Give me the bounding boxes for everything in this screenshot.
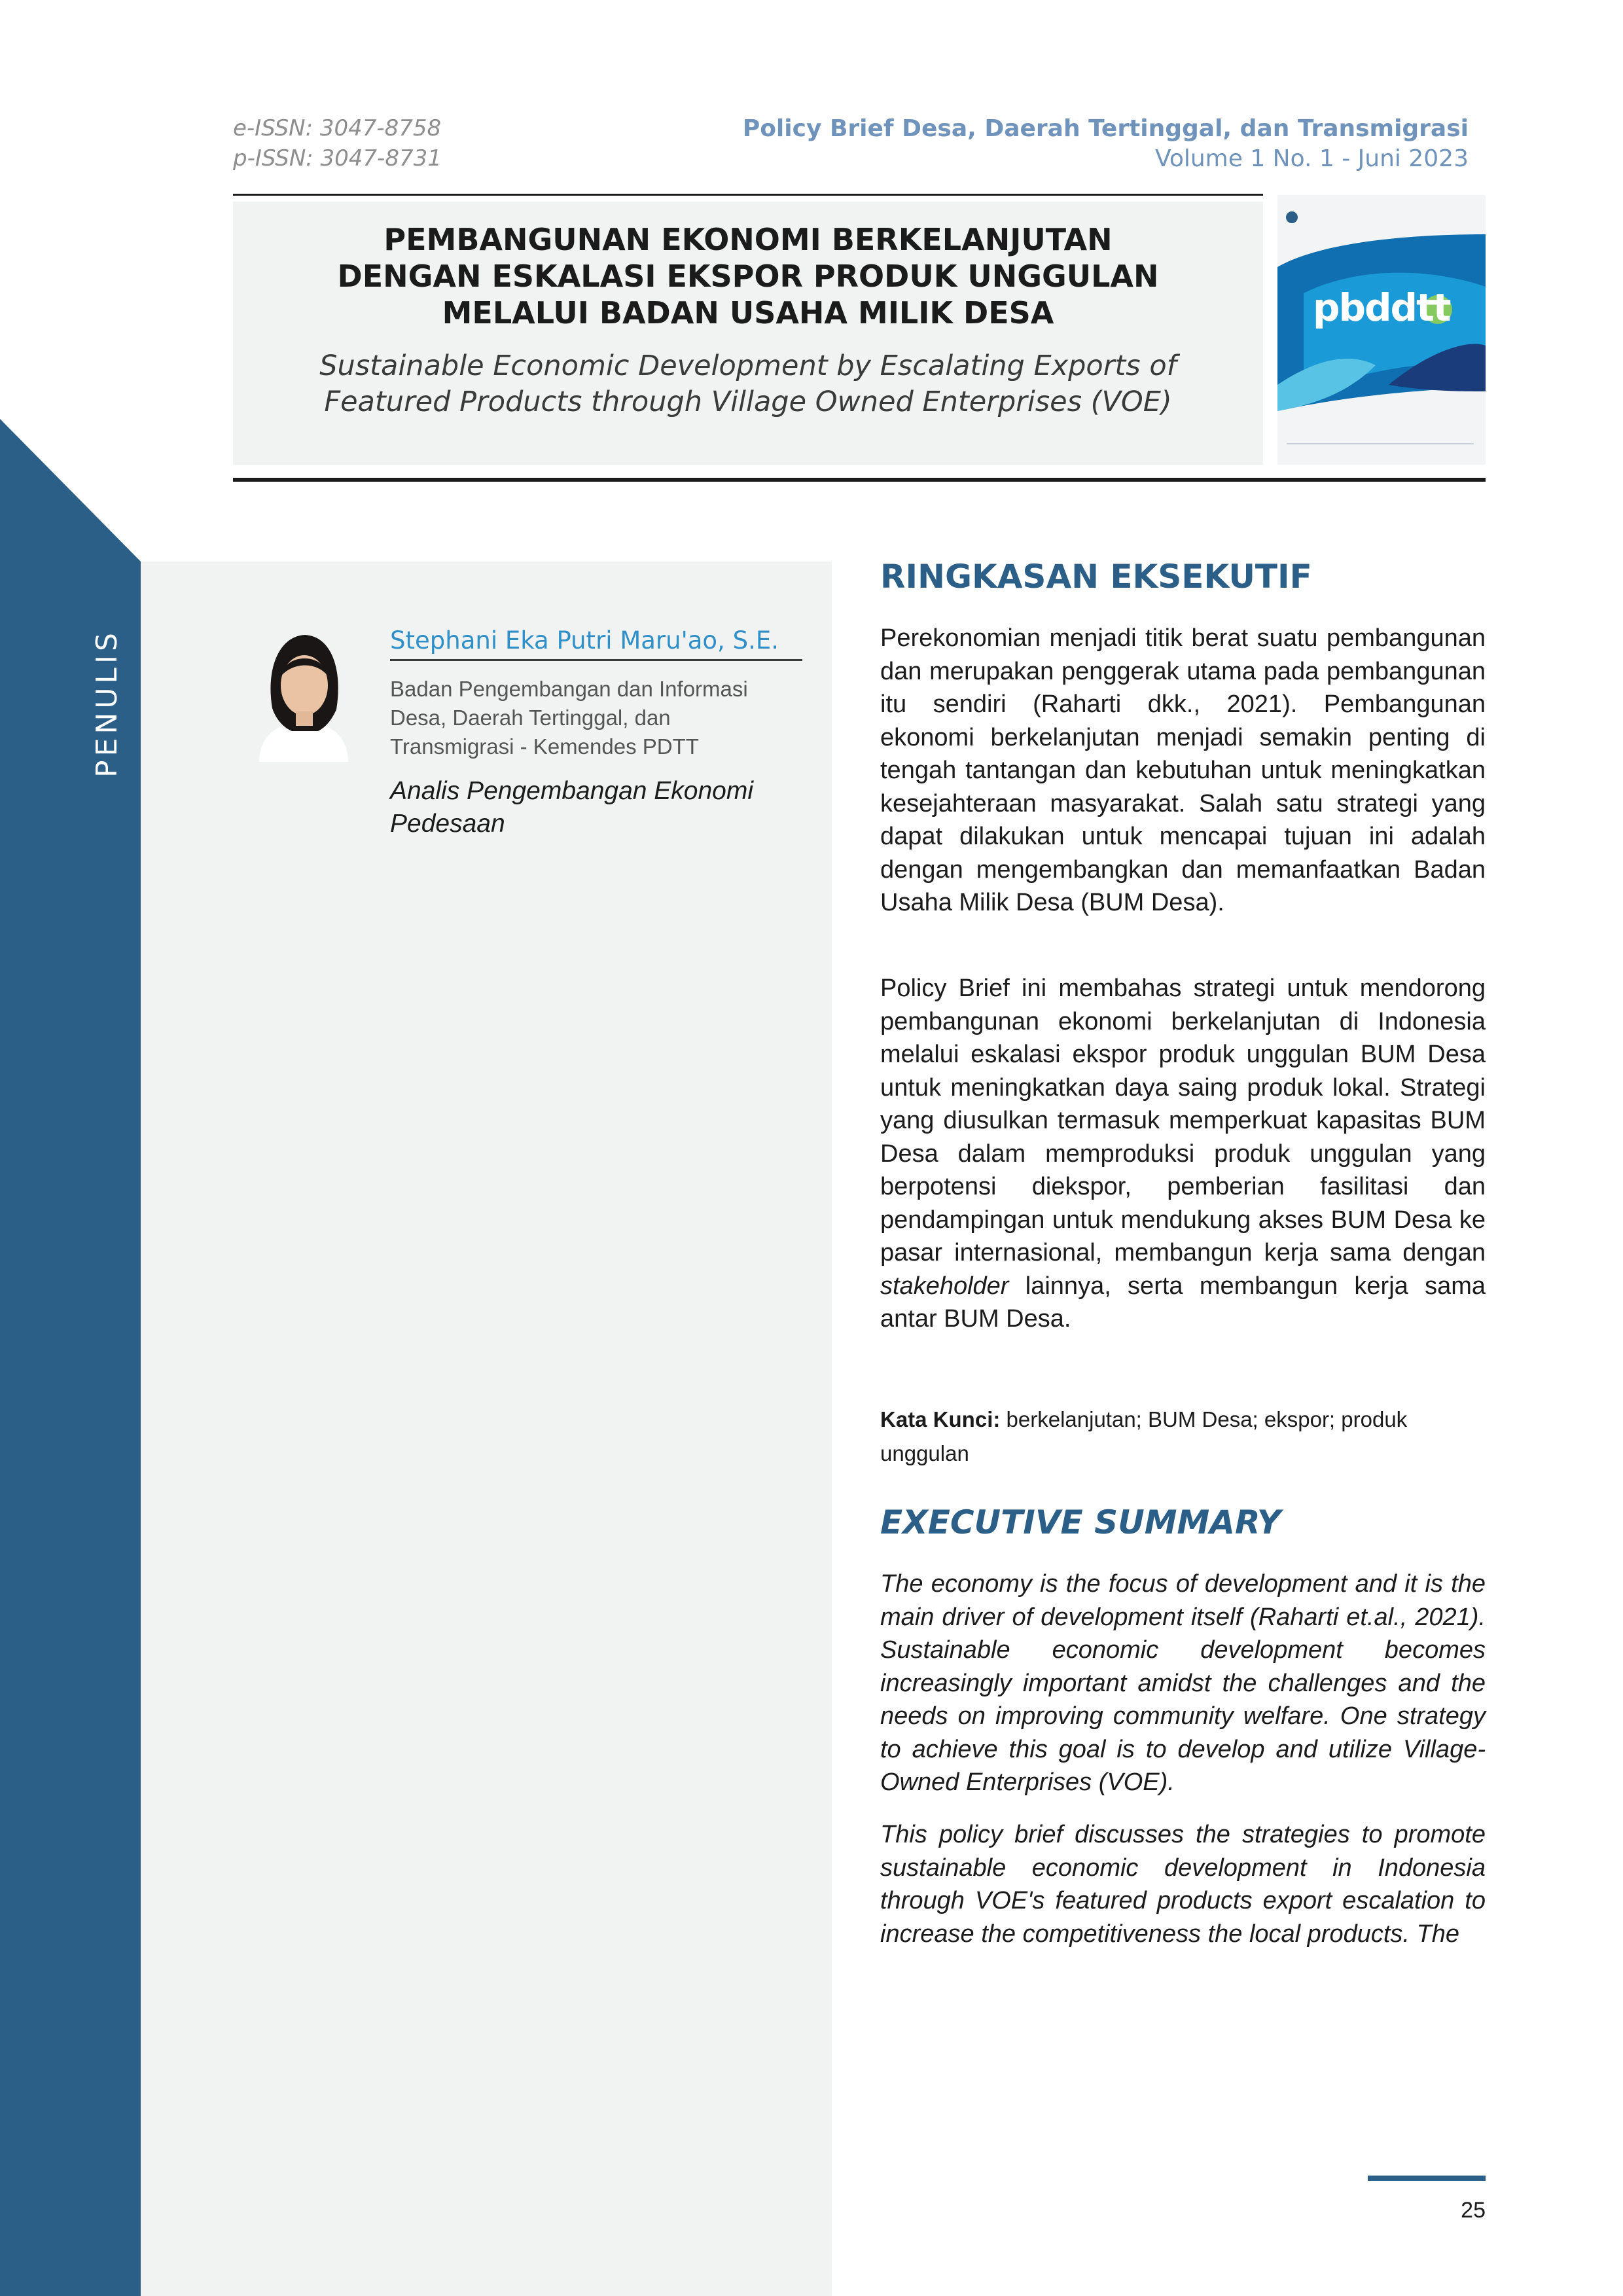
executive-heading: EXECUTIVE SUMMARY [880,1503,1281,1541]
journal-title: Policy Brief Desa, Daerah Tertinggal, dan Transmigrasi [742,115,1469,142]
para2-text-a: Policy Brief ini membahas strategi untuk mendorong pembangunan ekonomi berkelanjutan di Indonesia melalui eskalasi ekspor produk unggulan BUM Desa untuk meningkatkan daya saing produk lokal. Strategi yang diusulkan termasuk memperkuat kapasitas BUM Desa dalam memproduksi produk unggulan yang berpotensi diekspor, pemberian fasilitasi dan pendampingan untuk mendukung akses BUM Desa ke pasar internasional, membangun kerja sama dengan [880,975,1486,1266]
cover-graphic [1277,195,1486,465]
cover-logo: pbddtt [1313,285,1450,330]
para2-text-b: lainnya, serta membangun kerja sama antar BUM Desa. [880,1272,1486,1333]
author-role [390,775,809,840]
title-en-line: Featured Products through Village Owned Enterprises (VOE) [324,386,1172,418]
title-id-line: DENGAN ESKALASI EKSPOR PRODUK UNGGULAN [337,259,1159,294]
ringkasan-paragraph-2 [880,972,1486,1336]
header-rule [233,194,1263,196]
page-number: 25 [1461,2198,1486,2223]
keywords-text: berkelanjutan; BUM Desa; ekspor; produk unggulan [880,1407,1408,1465]
title-indonesian [233,221,1263,331]
keywords [880,1403,1469,1471]
footer-rule [1368,2176,1486,2181]
side-label: PENULIS [90,629,124,778]
title-english [233,348,1263,420]
author-role-line: Analis Pengembangan Ekonomi [390,777,754,805]
ringkasan-heading: RINGKASAN EKSEKUTIF [880,558,1312,596]
title-en-line: Sustainable Economic Development by Escalating Exports of [319,350,1177,382]
pissn: p-ISSN: 3047-8731 [233,145,442,171]
side-band [0,0,141,2296]
author-rule [390,659,802,661]
executive-paragraph-1: The economy is the focus of development and it is the main driver of development itself (Raharti et.al., 2021). Sustainable economic development becomes increasingly important amidst the challenges and the needs on improving community welfare. One strategy to achieve this goal is to develop and utilize Village-Owned Enterprises (VOE). [880,1570,1486,1796]
executive-paragraph-2: This policy brief discusses the strategies to promote sustainable economic development in Indonesia through VOE's featured products export escalation to increase the competitiveness the local products. The [880,1821,1486,1948]
title-id-line: MELALUI BADAN USAHA MILIK DESA [442,295,1054,331]
author-name: Stephani Eka Putri Maru'ao, S.E. [390,626,779,655]
author-aff-line: Badan Pengembangan dan Informasi [390,677,748,701]
author-affiliation [390,675,835,761]
title-rule [233,478,1486,482]
eissn: e-ISSN: 3047-8758 [233,115,442,141]
ringkasan-paragraph-1: Perekonomian menjadi titik berat suatu pembangunan dan merupakan penggerak utama pada pembangunan itu sendiri (Raharti dkk., 2021). Pembangunan ekonomi berkelanjutan menjadi semakin penting di tengah tantangan dan kebutuhan untuk meningkatkan kesejahteraan masyarakat. Salah satu strategi yang dapat dilakukan untuk mencapai tujuan ini adalah dengan mengembangkan dan memanfaatkan Badan Usaha Milik Desa (BUM Desa). [880,624,1486,916]
keywords-label: Kata Kunci: [880,1407,1001,1431]
author-aff-line: Transmigrasi - Kemendes PDTT [390,734,699,759]
author-role-line: Pedesaan [390,810,505,838]
para2-stakeholder: stakeholder [880,1272,1009,1300]
author-photo [233,623,374,762]
title-id-line: PEMBANGUNAN EKONOMI BERKELANJUTAN [383,222,1113,257]
author-aff-line: Desa, Daerah Tertinggal, dan [390,706,671,730]
cover-thumbnail [1277,195,1486,465]
journal-volume: Volume 1 No. 1 - Juni 2023 [1155,145,1469,172]
